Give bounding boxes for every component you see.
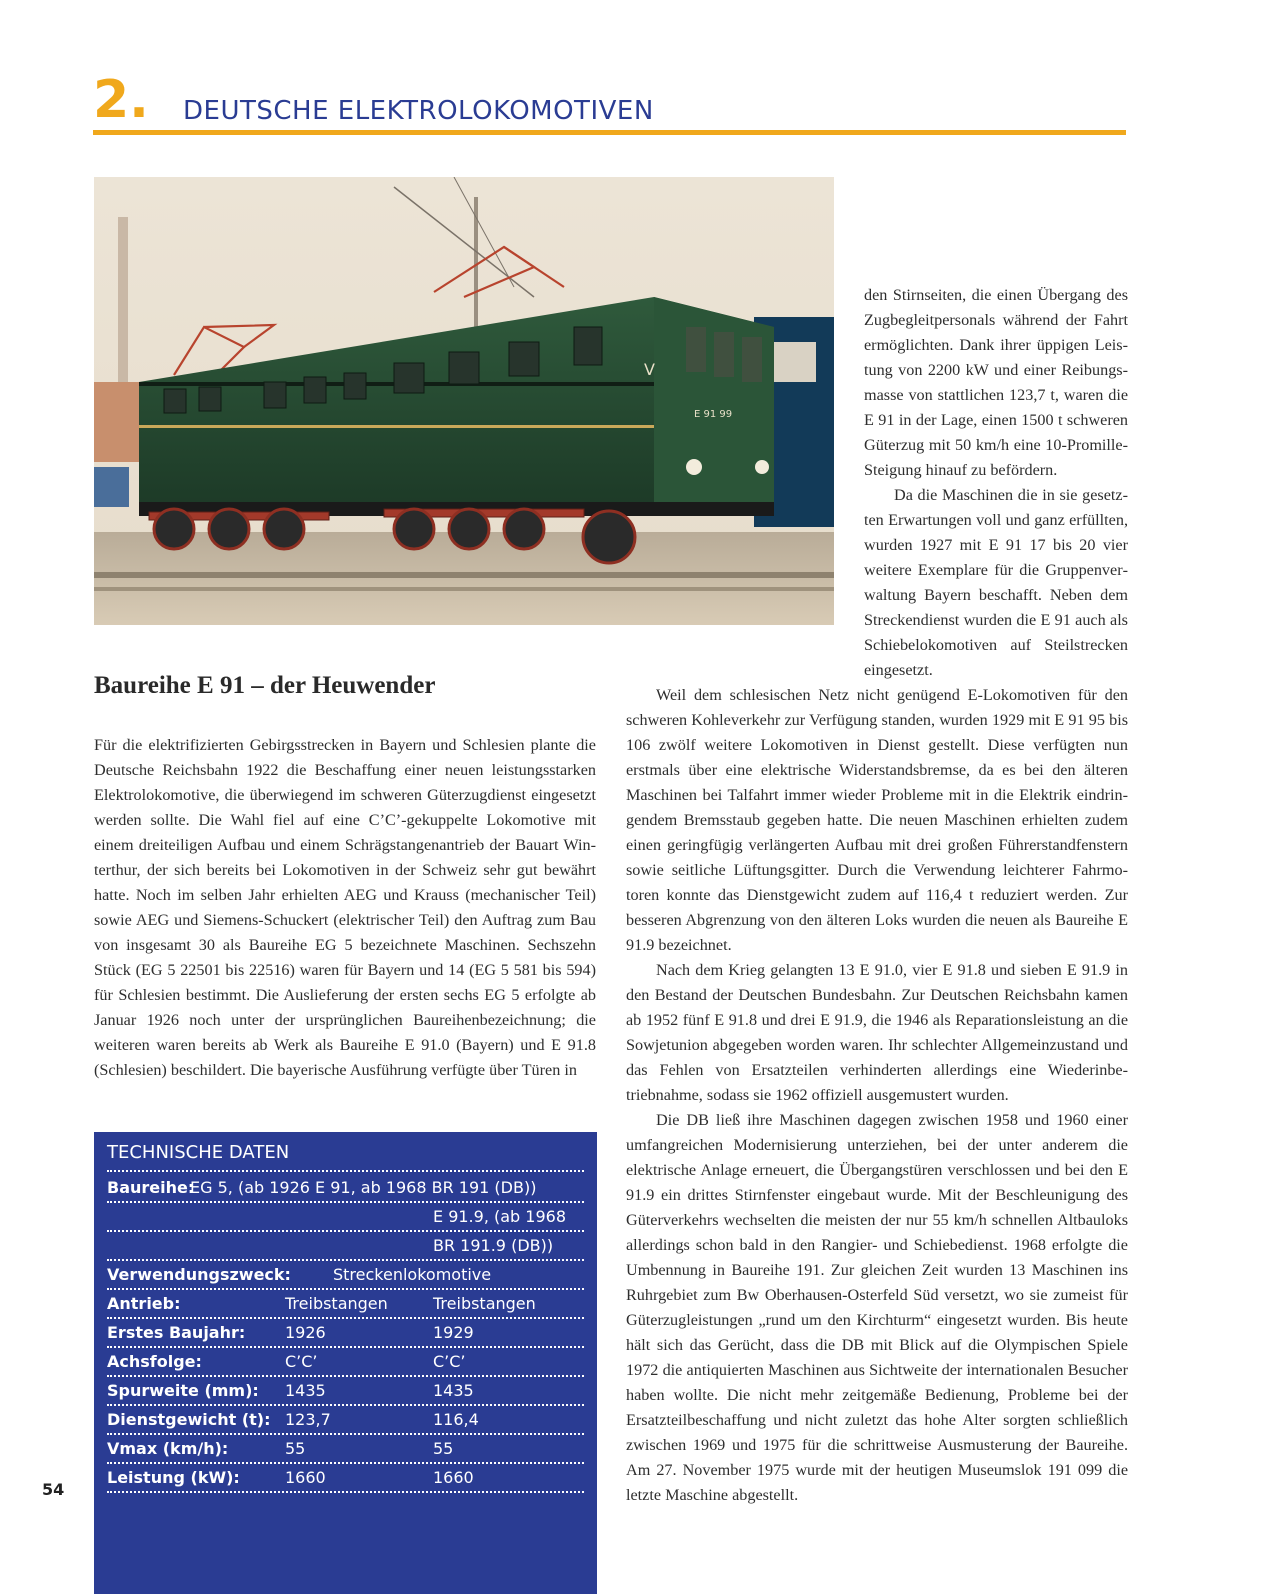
tech-value: Streckenlokomotive	[333, 1265, 492, 1284]
tech-label: Baureihe:	[107, 1178, 195, 1197]
tech-value: 1660	[433, 1468, 474, 1487]
tech-value: EG 5, (ab 1926 E 91, ab 1968 BR 191 (DB))	[190, 1178, 537, 1197]
chapter-rule	[93, 130, 1126, 135]
technical-data-box	[94, 1132, 597, 1594]
loco-number-plate: E 91 99	[694, 409, 733, 420]
tech-row	[107, 1406, 584, 1435]
tech-label: Spurweite (mm):	[107, 1381, 259, 1400]
tech-label: Antrieb:	[107, 1294, 181, 1313]
tech-row-verwendung	[107, 1261, 584, 1290]
tech-label: Vmax (km/h):	[107, 1439, 229, 1458]
tech-label: Achsfolge:	[107, 1352, 202, 1371]
tech-value: 55	[285, 1439, 306, 1458]
page-number: 54	[42, 1480, 65, 1499]
section-heading: Baureihe E 91 – der Heuwender	[94, 672, 436, 699]
tech-row-baureihe	[107, 1174, 584, 1203]
right-column-paragraph-1: Weil dem schlesischen Netz nicht genügend E-Lokomotiven für den schweren Kohleverkehr zur Verfügung standen, wurden 1929 mit E 91 95 bis 106 zwölf weitere Lokomotiven in Dienst gestellt. Diese verfügten nun erstmals über eine elektrische Widerstandsbremse, da es bei den älteren Maschinen bei Talfahrt immer wieder Probleme mit in die Elektrik eindringendem Bremsstaub gegeben hatte. Die neuen Maschinen erhielten zudem einen geringfügig verlängerten Aufbau mit drei großen Führerstandfenstern sowie seitliche Lüftungsgitter. Durch die Verwendung leichterer Fahrmotoren konnte das Dienstgewicht zudem auf 116,4 t reduziert werden. Zur besseren Abgrenzung von den älteren Loks wurden die neuen als Baureihe E 91.9 bezeichnet.	[626, 686, 1128, 954]
chapter-title: DEUTSCHE ELEKTROLOKOMOTIVEN	[183, 96, 654, 126]
tech-label: Dienstgewicht (t):	[107, 1410, 271, 1429]
tech-label: Leistung (kW):	[107, 1468, 240, 1487]
right-column-paragraph-2: Nach dem Krieg gelangten 13 E 91.0, vier E 91.8 und sieben E 91.9 in den Bestand der Deutschen Bundesbahn. Zur Deutschen Reichsbahn kamen ab 1952 fünf E 91.8 und drei E 91.9, die 1946 als Reparationsleistung an die Sowjetunion abgegeben worden waren. Ihr schlechter Allgemeinzustand und das Fehlen von Ersatzteilen verhinderten allerdings eine Wiederinbetriebnahme, sodass sie 1962 offiziell ausgemustert wurden.	[626, 961, 1128, 1104]
tech-value: BR 191.9 (DB))	[433, 1236, 554, 1255]
tech-value: Treibstangen	[433, 1294, 536, 1313]
left-column-paragraph: Für die elektrifizierten Gebirgsstrecken in Bayern und Schlesien plante die Deutsche Reichsbahn 1922 die Beschaffung einer neuen leistungsstarken Elektrolokomotive, die überwiegend im schweren Güterzugdienst eingesetzt werden sollte. Die Wahl fiel auf eine C’C’-gekuppelte Lokomotive mit einem dreiteiligen Aufbau und einem Schrägstangenantrieb der Bauart Winterthur, der sich bereits bei Lokomotiven in der Schweiz sehr gut bewährt hatte. Noch im selben Jahr erhielten AEG und Krauss (mechanischer Teil) sowie AEG und Siemens-Schuckert (elektrischer Teil) den Auftrag zum Bau von insgesamt 30 als Baureihe EG 5 bezeichnete Maschinen. Sechszehn Stück (EG 5 22501 bis 22516) waren für Bayern und 14 (EG 5 581 bis 594) für Schlesien bestimmt. Die Auslieferung der ersten sechs EG 5 erfolgte ab Januar 1926 noch unter der ursprünglichen Baureihenbezeichnung; die weiteren waren bereits ab Werk als Baureihe E 91.0 (Bayern) und E 91.8 (Schlesien) beschildert. Die bayerische Ausführung verfügte über Türen in	[94, 736, 596, 1079]
tech-value: 1435	[285, 1381, 326, 1400]
tech-label: Erstes Baujahr:	[107, 1323, 246, 1342]
tech-row	[107, 1319, 584, 1348]
tech-value: 1929	[433, 1323, 474, 1342]
tech-row	[107, 1348, 584, 1377]
right-top-paragraph-1: den Stirnseiten, die einen Übergang des Zugbegleitpersonals während der Fahrt ermöglichten. Dank ihrer üppigen Leistung von 2200 kW und einer Reibungsmasse von stattlichen 123,7 t, waren die E 91 in der Lage, einen 1500 t schweren Güterzug mit 50 km/h eine 10-Promille-Steigung hinauf zu befördern.	[864, 286, 1128, 479]
tech-label: Verwendungszweck:	[107, 1265, 291, 1284]
tech-value: 1926	[285, 1323, 326, 1342]
loco-letter-v: V	[644, 360, 655, 379]
tech-row	[107, 1435, 584, 1464]
tech-value: 123,7	[285, 1410, 331, 1429]
tech-value: 1660	[285, 1468, 326, 1487]
tech-value: 55	[433, 1439, 454, 1458]
tech-value: 116,4	[433, 1410, 479, 1429]
locomotive-photo	[94, 177, 834, 625]
tech-value: Treibstangen	[285, 1294, 388, 1313]
chapter-number: 2.	[93, 70, 149, 130]
tech-row	[107, 1290, 584, 1319]
right-column-text	[626, 683, 1128, 1508]
left-column-text	[94, 733, 596, 1083]
tech-value: C’C’	[433, 1352, 466, 1371]
tech-value: E 91.9, (ab 1968	[433, 1207, 566, 1226]
tech-value: 1435	[433, 1381, 474, 1400]
right-top-text	[864, 283, 1128, 683]
technical-data-title: TECHNISCHE DATEN	[107, 1142, 584, 1172]
tech-value: C’C’	[285, 1352, 318, 1371]
tech-row-baureihe-cont	[107, 1203, 584, 1232]
tech-row	[107, 1377, 584, 1406]
tech-row-baureihe-cont	[107, 1232, 584, 1261]
tech-row	[107, 1464, 584, 1493]
right-column-paragraph-3: Die DB ließ ihre Maschinen dagegen zwischen 1958 und 1960 einer umfangreichen Modernisierung unterziehen, bei der unter anderem die elektrische Anlage erneuert, die Übergangstüren verschlossen und bei den E 91.9 ein drittes Stirnfenster eingebaut wurde. Mit der Beschleunigung des Güterverkehrs wechselten die meisten der nur 55 km/h schnellen Altbauloks allerdings schon bald in den Rangier- und Schiebedienst. 1968 erfolgte die Umbennung in Baureihe 191. Zur gleichen Zeit wurden 13 Maschinen ins Ruhrgebiet zum Bw Oberhausen-Osterfeld Süd versetzt, wo sie zumeist für Güterzugleistungen „rund um den Kirchturm“ eingesetzt wurden. Bis heute hält sich das Gerücht, dass die DB mit Blick auf die Olympischen Spiele 1972 die antiquierten Maschinen aus Sichtweite der internationalen Besucher haben wollte. Die nicht mehr zeitgemäße Bedienung, Probleme bei der Ersatzteilbeschaffung und nicht zuletzt das hohe Alter sorgten schließlich zwischen 1969 und 1975 für die schrittweise Ausmusterung der Baureihe. Am 27. November 1975 wurde mit der heutigen Museumslok 191 099 die letzte Maschine abgestellt.	[626, 1111, 1128, 1504]
right-top-paragraph-2: Da die Maschinen die in sie gesetzten Erwartungen voll und ganz erfüllten, wurden 1927 mit E 91 17 bis 20 vier weitere Exemplare für die Gruppenverwaltung Bayern beschafft. Neben dem Streckendienst wurden die E 91 auch als Schiebelokomotiven auf Steilstrecken eingesetzt.	[864, 486, 1128, 679]
